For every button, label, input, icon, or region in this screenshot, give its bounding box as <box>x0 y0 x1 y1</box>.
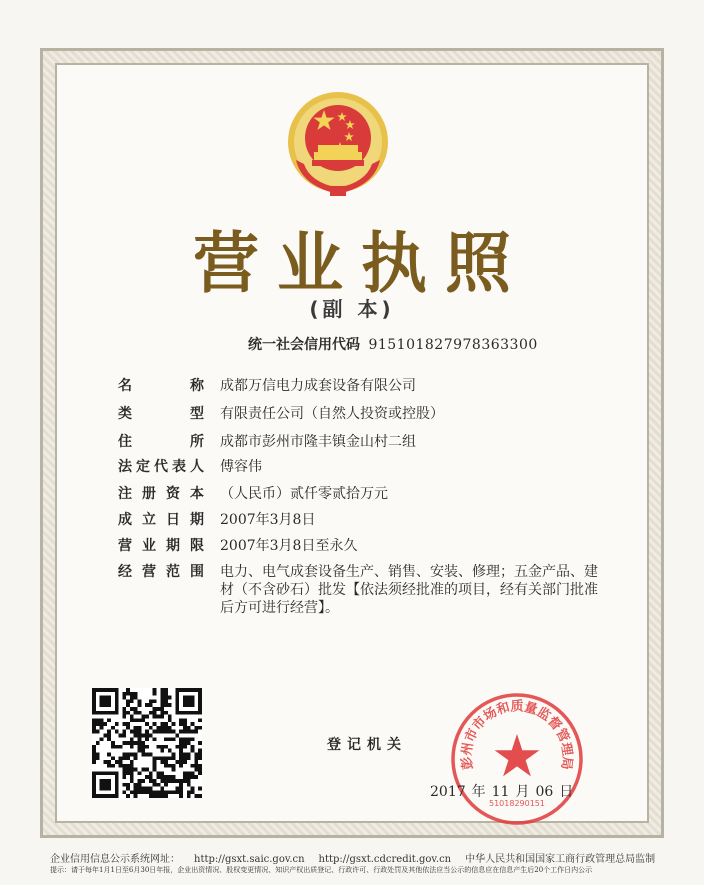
month-char: 月 <box>515 784 530 800</box>
label-char: 代 <box>154 459 168 475</box>
day-char: 日 <box>559 784 574 800</box>
label-char: 住 <box>118 434 132 450</box>
footer-line <box>50 850 669 865</box>
label-char: 资 <box>166 486 180 502</box>
credit-code-label: 统一社会信用代码 <box>248 337 360 353</box>
field-label <box>118 405 204 423</box>
issue-year: 2017 <box>430 784 466 800</box>
field-label <box>118 485 204 503</box>
field-label <box>118 563 204 581</box>
label-char: 围 <box>190 564 204 580</box>
field-value: 电力、电气成套设备生产、销售、安装、修理；五金产品、建材（不含砂石）批发【依法须经批准的项目，经有关部门批准后方可进行经营】。 <box>220 564 598 616</box>
footer-supervisor: 中华人民共和国国家工商行政管理总局监制 <box>465 854 656 865</box>
field-label <box>118 511 204 529</box>
label-char: 本 <box>190 486 204 502</box>
label-char: 限 <box>190 538 204 554</box>
label-char: 立 <box>142 512 156 528</box>
field-value: 2007年3月8日 <box>220 512 316 528</box>
document-title: 营业执照 <box>193 225 529 302</box>
seal-text: 彭州市市场和质量监督管理局 <box>459 699 575 771</box>
registration-authority: 登记机关 <box>327 737 407 753</box>
label-char: 所 <box>190 434 204 450</box>
label-char: 表 <box>172 459 186 475</box>
seal-code: 51018290151 <box>489 799 545 808</box>
label-char: 注 <box>118 486 132 502</box>
label-char: 营 <box>142 564 156 580</box>
credit-code-row <box>248 334 538 354</box>
label-char: 营 <box>118 538 132 554</box>
field-value: 有限责任公司（自然人投资或控股） <box>220 406 444 422</box>
footer-url-saic: http://gsxt.saic.gov.cn <box>194 854 305 865</box>
field-value: 成都市彭州市隆丰镇金山村二组 <box>220 434 416 450</box>
label-char: 册 <box>142 486 156 502</box>
issue-date <box>430 781 579 801</box>
footer-system-label: 企业信用信息公示系统网址： <box>50 854 180 865</box>
field-value: 傅容伟 <box>220 459 262 475</box>
label-char: 日 <box>166 512 180 528</box>
credit-code-value: 915101827978363300 <box>368 337 538 353</box>
field-label <box>118 458 204 476</box>
label-char: 法 <box>118 459 132 475</box>
label-char: 类 <box>118 406 132 422</box>
label-char: 名 <box>118 378 132 394</box>
field-value: 成都万信电力成套设备有限公司 <box>220 378 416 394</box>
official-seal-icon <box>448 690 586 828</box>
label-char: 定 <box>136 459 150 475</box>
field-label <box>118 537 204 555</box>
issue-day: 06 <box>535 784 554 800</box>
qr-code-icon <box>92 688 202 798</box>
field-label <box>118 377 204 395</box>
label-char: 范 <box>166 564 180 580</box>
label-char: 期 <box>190 512 204 528</box>
field-label <box>118 433 204 451</box>
label-char: 成 <box>118 512 132 528</box>
year-char: 年 <box>471 784 486 800</box>
label-char: 期 <box>166 538 180 554</box>
document-subtitle: (副 本) <box>309 297 395 321</box>
issue-month: 11 <box>491 784 510 800</box>
national-emblem-icon <box>282 90 394 200</box>
label-char: 业 <box>142 538 156 554</box>
field-value: （人民币）贰仟零贰拾万元 <box>220 486 388 502</box>
label-char: 型 <box>190 406 204 422</box>
label-char: 称 <box>190 378 204 394</box>
footer-notice: 提示：请于每年1月1日至6月30日年报，企业出资情况、股权变更情况、知识产权出质登记、行政许可、行政处罚及其他依法应当公示的信息应在信息产生后20个工作日内公示 <box>50 866 593 874</box>
field-value: 2007年3月8日至永久 <box>220 538 358 554</box>
label-char: 人 <box>190 459 204 475</box>
label-char: 经 <box>118 564 132 580</box>
footer-url-cdcredit: http://gsxt.cdcredit.gov.cn <box>318 854 452 865</box>
